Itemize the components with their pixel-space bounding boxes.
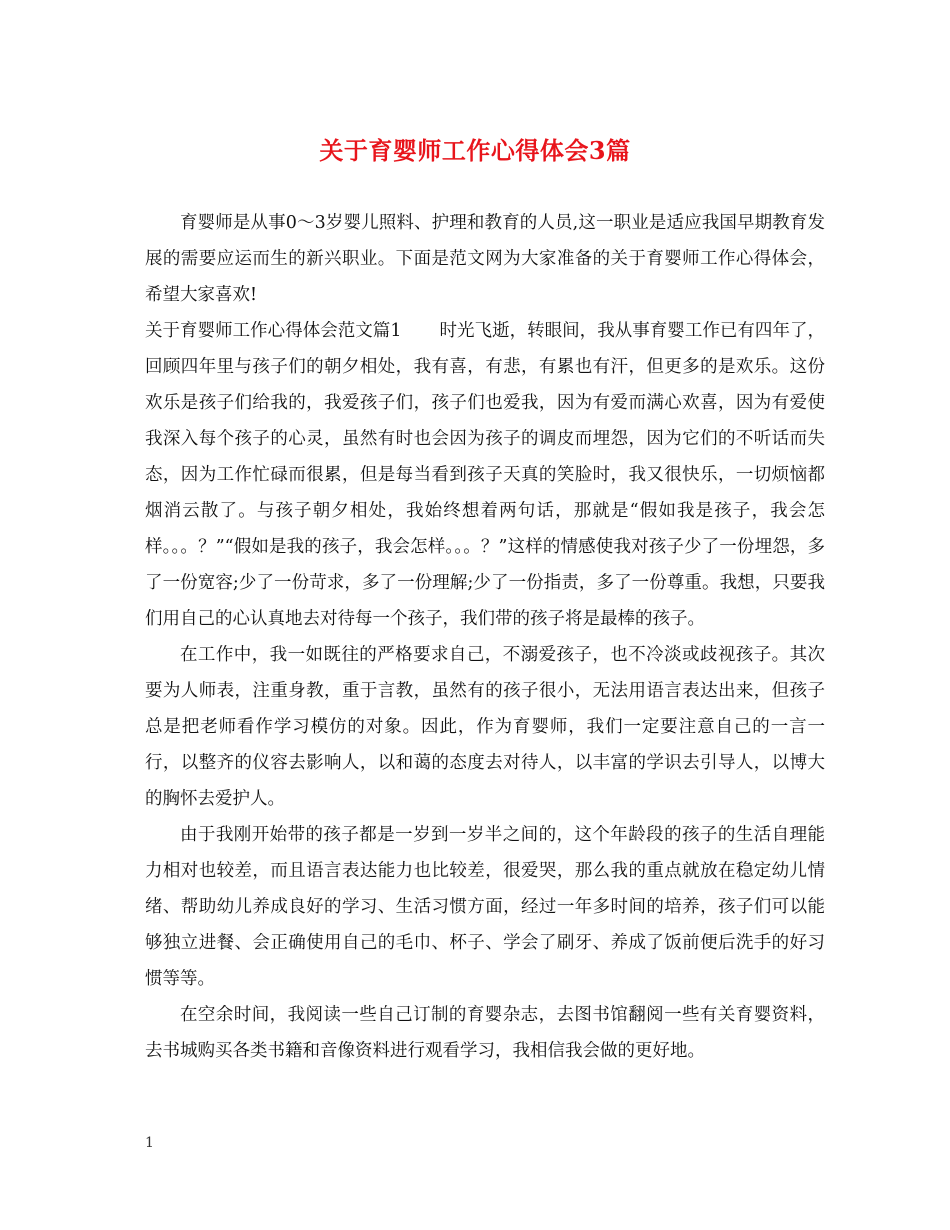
paragraph-work-attitude: 在工作中，我一如既往的严格要求自己，不溺爱孩子，也不冷淡或歧视孩子。其次要为人师表，注重身教，重于言教，虽然有的孩子很小，无法用语言表达出来，但孩子总是把老师看作学习模仿的对象。因此，作为育婴师，我们一定要注意自己的一言一行，以整齐的仪容去影响人，以和蔼的态度去对待人，以丰富的学识去引导人，以博大的胸怀去爱护人。 bbox=[145, 645, 825, 809]
intro-paragraph: 育婴师是从事0～3岁婴儿照料、护理和教育的人员,这一职业是适应我国早期教育发展的需要应运而生的新兴职业。下面是范文网为大家准备的关于育婴师工作心得体会，希望大家喜欢! bbox=[145, 213, 825, 305]
paragraph-spare-time: 在空余时间，我阅读一些自己订制的育婴杂志，去图书馆翻阅一些有关育婴资料，去书城购买各类书籍和音像资料进行观看学习，我相信我会做的更好地。 bbox=[145, 1005, 825, 1061]
essay-heading-line bbox=[145, 313, 825, 637]
essay-heading: 关于育婴师工作心得体会范文篇1 bbox=[145, 321, 402, 341]
document-title: 关于育婴师工作心得体会3篇 bbox=[319, 136, 631, 165]
document-body bbox=[145, 205, 825, 1069]
page-number: 1 bbox=[145, 1135, 154, 1151]
paragraph-child-care: 由于我刚开始带的孩子都是一岁到一岁半之间的，这个年龄段的孩子的生活自理能力相对也较差，而且语言表达能力也比较差，很爱哭，那么我的重点就放在稳定幼儿情绪、帮助幼儿养成良好的学习、生活习惯方面，经过一年多时间的培养，孩子们可以能够独立进餐、会正确使用自己的毛巾、杯子、学会了刷牙、养成了饭前便后洗手的好习惯等等。 bbox=[145, 825, 825, 989]
essay-first-paragraph: 时光飞逝，转眼间，我从事育婴工作已有四年了，回顾四年里与孩子们的朝夕相处，我有喜，有悲，有累也有汗，但更多的是欢乐。这份欢乐是孩子们给我的，我爱孩子们，孩子们也爱我，因为有爱而满心欢喜，因为有爱使我深入每个孩子的心灵，虽然有时也会因为孩子的调皮而埋怨，因为它们的不听话而失态，因为工作忙碌而很累，但是每当看到孩子天真的笑脸时，我又很快乐，一切烦恼都烟消云散了。与孩子朝夕相处，我始终想着两句话，那就是“假如我是孩子，我会怎样。。。？”“假如是我的孩子，我会怎样。。。？”这样的情感使我对孩子少了一份埋怨，多了一份宽容;少了一份苛求，多了一份理解;少了一份指责，多了一份尊重。我想，只要我们用自己的心认真地去对待每一个孩子，我们带的孩子将是最棒的孩子。 bbox=[145, 321, 825, 629]
